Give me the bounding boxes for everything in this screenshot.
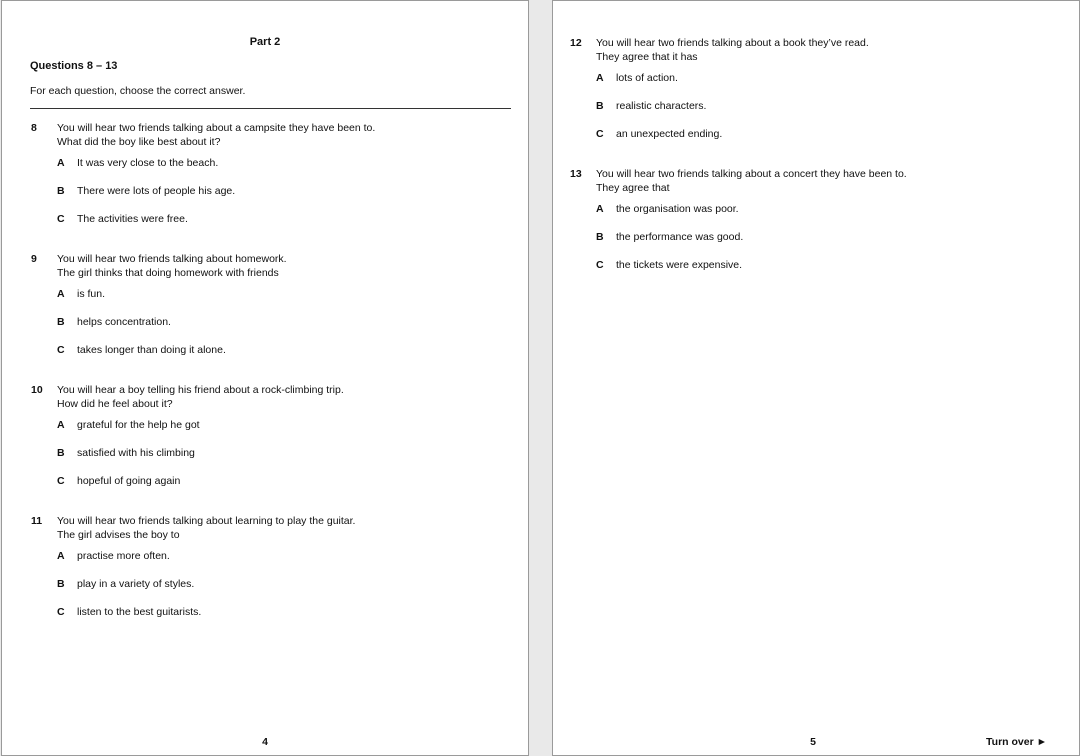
question-line: What did the boy like best about it? [57, 136, 221, 148]
option-label: C [57, 475, 65, 487]
question-line: You will hear two friends talking about a book they’ve read. [596, 37, 869, 49]
question-number: 11 [31, 515, 43, 527]
option-text: practise more often. [77, 550, 170, 562]
option-label: B [57, 447, 65, 459]
option-text: helps concentration. [77, 316, 171, 328]
option-text: hopeful of going again [77, 475, 181, 487]
option-label: B [596, 231, 604, 243]
option-label: B [596, 100, 604, 112]
option-label: B [57, 316, 65, 328]
question-prompt [57, 121, 375, 149]
option-label: A [596, 72, 604, 84]
option-text: There were lots of people his age. [77, 185, 236, 197]
question-line: The girl thinks that doing homework with friends [57, 267, 279, 279]
question-number: 13 [570, 168, 582, 180]
question-prompt [57, 252, 287, 280]
option-label: C [57, 213, 65, 225]
option-text: the performance was good. [616, 231, 744, 243]
option-text: The activities were free. [77, 213, 188, 225]
question-prompt [57, 514, 355, 542]
option-label: A [57, 419, 65, 431]
option-text: It was very close to the beach. [77, 157, 219, 169]
option-label: A [57, 157, 65, 169]
question-number: 10 [31, 384, 43, 396]
page-number: 5 [810, 736, 816, 748]
option-text: realistic characters. [616, 100, 707, 112]
option-text: listen to the best guitarists. [77, 606, 202, 618]
option-label: C [57, 344, 65, 356]
option-text: satisfied with his climbing [77, 447, 195, 459]
option-text: play in a variety of styles. [77, 578, 195, 590]
option-label: A [57, 288, 65, 300]
option-label: B [57, 185, 65, 197]
question-line: They agree that it has [596, 51, 698, 63]
question-number: 12 [570, 37, 582, 49]
divider-line [30, 108, 511, 109]
turn-over-label: Turn over ► [986, 736, 1047, 748]
instruction-text: For each question, choose the correct answer. [30, 85, 246, 97]
option-text: an unexpected ending. [616, 128, 723, 140]
option-text: takes longer than doing it alone. [77, 344, 226, 356]
option-label: C [596, 128, 604, 140]
option-label: C [596, 259, 604, 271]
exam-page-left [1, 0, 529, 756]
option-text: the tickets were expensive. [616, 259, 743, 271]
question-line: The girl advises the boy to [57, 529, 180, 541]
option-label: C [57, 606, 65, 618]
question-prompt [57, 383, 344, 411]
option-text: is fun. [77, 288, 106, 300]
option-label: A [57, 550, 65, 562]
question-line: How did he feel about it? [57, 398, 173, 410]
option-text: lots of action. [616, 72, 678, 84]
option-text: the organisation was poor. [616, 203, 739, 215]
option-label: B [57, 578, 65, 590]
question-line: You will hear a boy telling his friend about a rock-climbing trip. [57, 384, 344, 396]
question-prompt [596, 167, 907, 195]
option-label: A [596, 203, 604, 215]
question-number: 9 [31, 253, 37, 265]
option-text: grateful for the help he got [77, 419, 200, 431]
question-line: You will hear two friends talking about learning to play the guitar. [57, 515, 356, 527]
part-title: Part 2 [249, 36, 281, 48]
questions-range: Questions 8 – 13 [30, 60, 118, 72]
page-number: 4 [262, 736, 268, 748]
question-line: They agree that [596, 182, 670, 194]
question-line: You will hear two friends talking about homework. [57, 253, 287, 265]
question-line: You will hear two friends talking about a campsite they have been to. [57, 122, 376, 134]
question-prompt [596, 36, 869, 64]
question-number: 8 [31, 122, 37, 134]
exam-page-right [552, 0, 1080, 756]
question-line: You will hear two friends talking about a concert they have been to. [596, 168, 907, 180]
